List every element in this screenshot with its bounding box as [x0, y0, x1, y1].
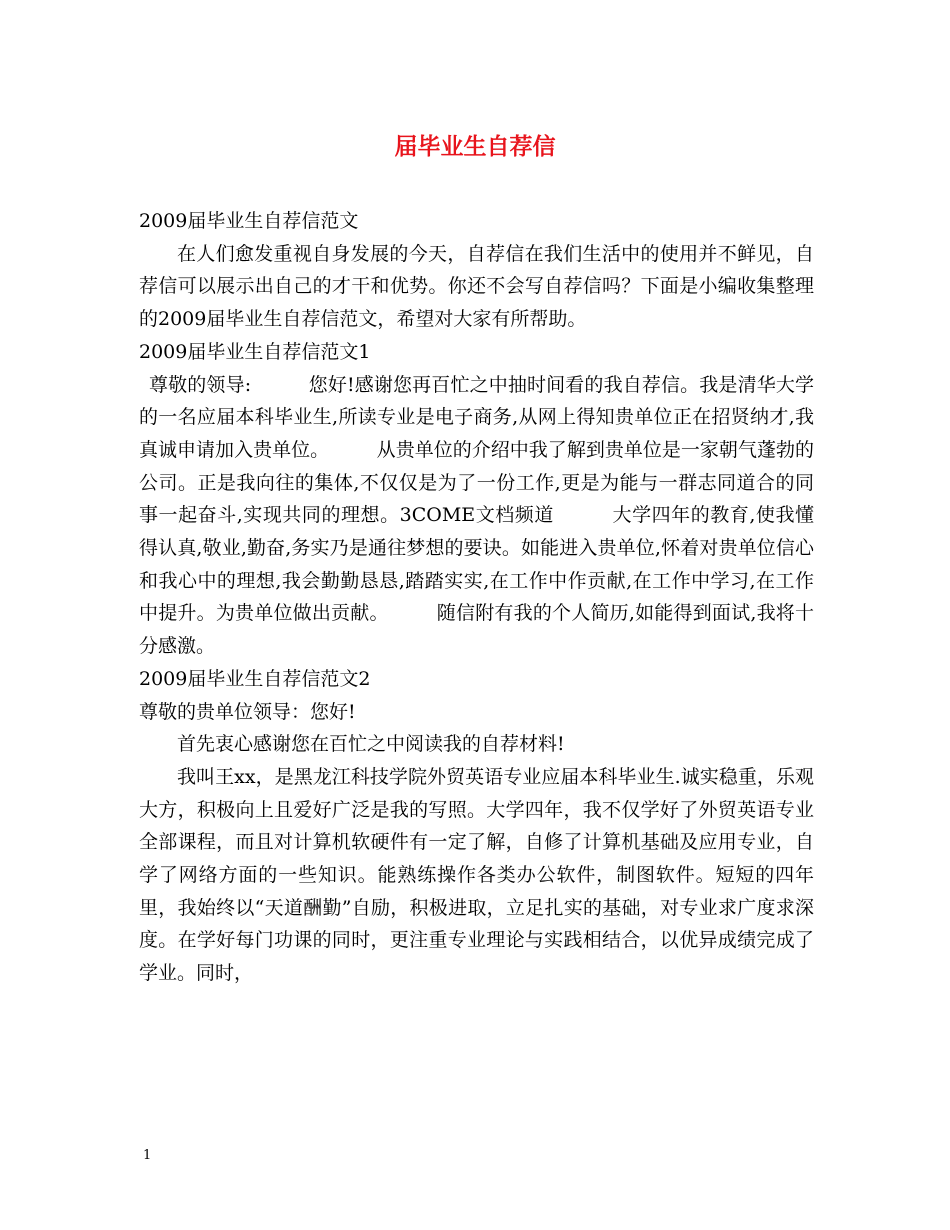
paragraph-heading-sample-1: 2009届毕业生自荐信范文1	[139, 340, 371, 363]
document-body	[139, 205, 814, 990]
paragraph-intro: 在人们愈发重视自身发展的今天，自荐信在我们生活中的使用并不鲜见，自荐信可以展示出自己的才干和优势。你还不会写自荐信吗？下面是小编收集整理的2009届毕业生自荐信范文，希望对大家有所帮助。	[139, 242, 814, 331]
paragraph-thanks: 首先衷心感谢您在百忙之中阅读我的自荐材料!	[177, 733, 565, 756]
page-number: 1	[143, 1148, 152, 1163]
paragraph-heading-intro: 2009届毕业生自荐信范文	[139, 210, 359, 232]
paragraph-salutation: 尊敬的贵单位领导：您好!	[139, 700, 356, 723]
paragraph-sample-1-body: 尊敬的领导: 您好!感谢您再百忙之中抽时间看的我自荐信。我是清华大学的一名应届本科毕业生,所读专业是电子商务,从网上得知贵单位正在招贤纳才,我真诚申请加入贵单位。 从贵单位的介绍中我了解到贵单位是一家朝气蓬勃的公司。正是我向往的集体,不仅仅是为了一份工作,更是为能与一群志同道合的同事一起奋斗,实现共同的理想。3COME文档频道 大学四年的教育,使我懂得认真,敬业,勤奋,务实乃是通往梦想的要诀。如能进入贵单位,怀着对贵单位信心和我心中的理想,我会勤勤恳恳,踏踏实实,在工作中作贡献,在工作中学习,在工作中提升。为贵单位做出贡献。 随信附有我的个人简历,如能得到面试,我将十分感激。	[139, 373, 814, 658]
paragraph-heading-sample-2: 2009届毕业生自荐信范文2	[139, 667, 371, 690]
document-title: 届毕业生自荐信	[394, 134, 556, 160]
paragraph-self-intro: 我叫王xx，是黑龙江科技学院外贸英语专业应届本科毕业生.诚实稳重，乐观大方，积极向上且爱好广泛是我的写照。大学四年，我不仅学好了外贸英语专业全部课程，而且对计算机软硬件有一定了解，自修了计算机基础及应用专业，自学了网络方面的一些知识。能熟练操作各类办公软件，制图软件。短短的四年里，我始终以“天道酬勤”自励，积极进取，立足扎实的基础，对专业求广度求深度。在学好每门功课的同时，更注重专业理论与实践相结合，以优异成绩完成了学业。同时，	[139, 765, 814, 985]
